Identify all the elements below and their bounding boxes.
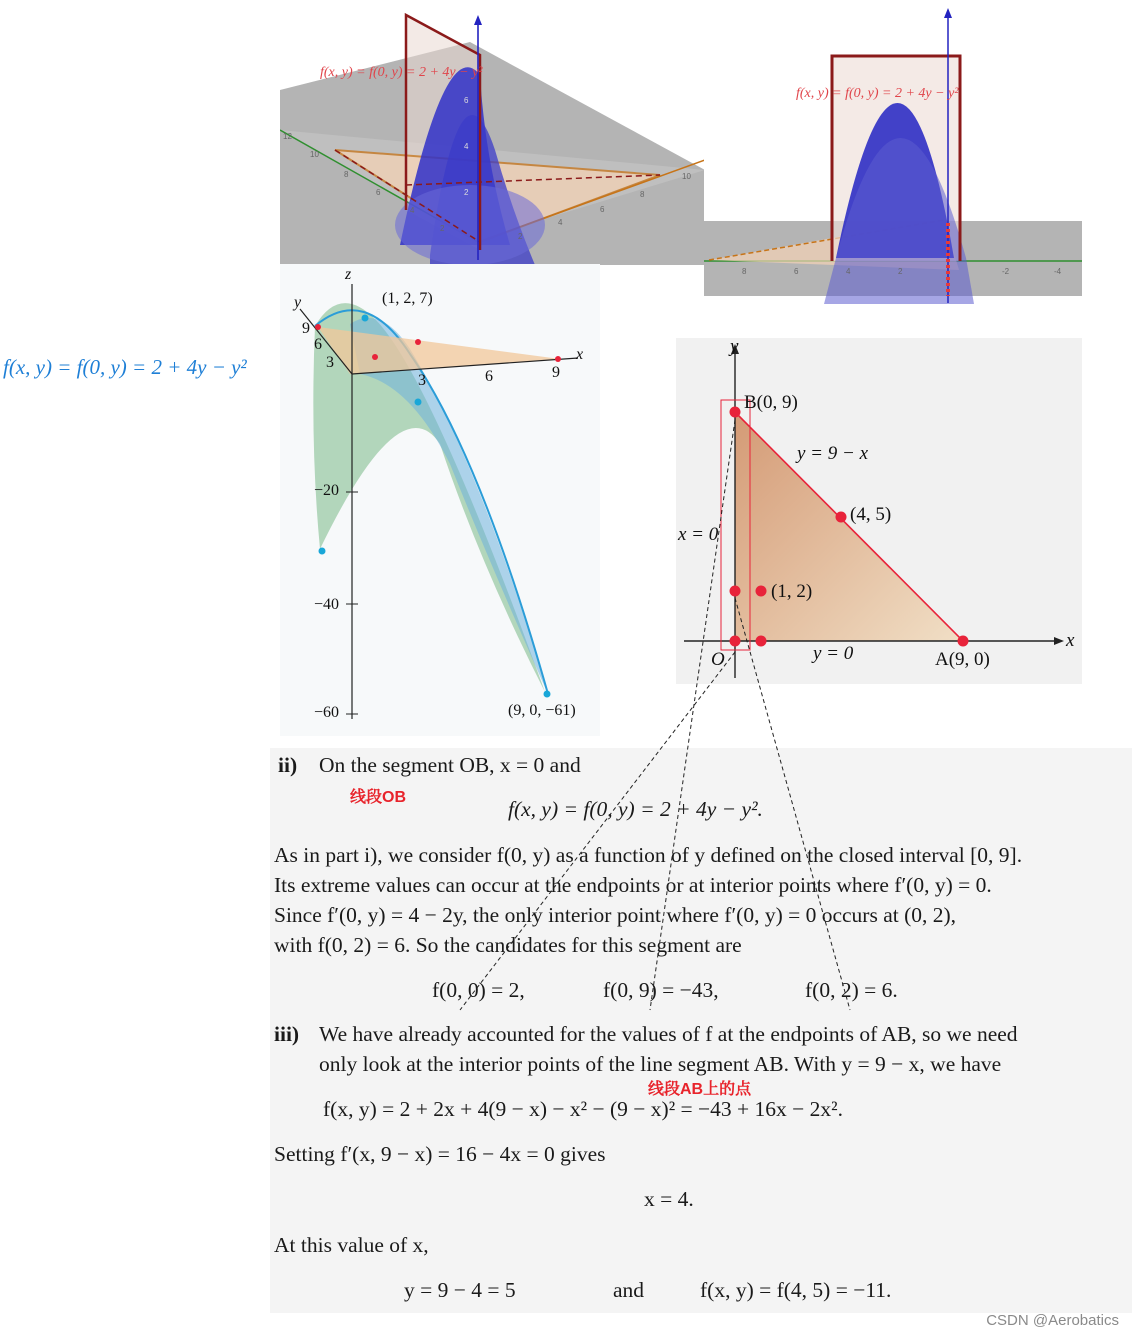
point-bottom-label: (9, 0, −61) xyxy=(508,702,576,719)
tick-z-2: 2 xyxy=(464,188,469,197)
tick-y-10: 10 xyxy=(310,150,319,159)
tick-neg4: -4 xyxy=(1054,267,1062,276)
axis-x-label: x xyxy=(1066,630,1075,651)
z-tick-label-40: −40 xyxy=(314,596,340,613)
tick-y-8: 8 xyxy=(344,170,349,179)
tick-z-4: 4 xyxy=(464,142,469,151)
note-segment-ob: 线段OB xyxy=(350,789,407,806)
x-equals-4: x = 4. xyxy=(644,1187,694,1211)
setting-line: Setting f′(x, 9 − x) = 16 − 4x = 0 gives xyxy=(274,1142,606,1166)
paragraph-line-3: Since f′(0, y) = 4 − 2y, the only interior point where f′(0, y) = 0 occurs at (0, 2), xyxy=(274,903,957,927)
paragraph-line-1: As in part i), we consider f(0, y) as a function of y defined on the closed interval [0, 9]. xyxy=(274,843,1023,867)
tick-8: 8 xyxy=(742,267,747,276)
z-tick-label-60: −60 xyxy=(314,704,340,721)
candidate-2: f(0, 9) = −43, xyxy=(603,978,719,1002)
point-o-label: O xyxy=(711,649,725,670)
tick-x-4: 4 xyxy=(558,218,563,227)
y-tick-3: 3 xyxy=(326,354,334,371)
tick-x-8: 8 xyxy=(640,190,645,199)
paragraph-line-2: Its extreme values can occur at the endpoints or at interior points where f′(0, y) = 0. xyxy=(274,873,992,897)
point-45-label: (4, 5) xyxy=(850,504,892,525)
part-ii-label: ii) xyxy=(278,753,298,777)
surface-side-label: f(x, y) = f(0, y) = 2 + 4y − y² xyxy=(3,355,247,379)
tick-x-2: 2 xyxy=(518,232,523,241)
axis-y-label: y xyxy=(294,294,302,311)
tick-y-6: 6 xyxy=(376,188,381,197)
tick-4: 4 xyxy=(846,267,851,276)
note-segment-ab: 线段AB上的点 xyxy=(648,1081,752,1098)
z-tick-label-20: −20 xyxy=(314,482,340,499)
candidate-1: f(0, 0) = 2, xyxy=(432,978,525,1002)
candidate-3: f(0, 2) = 6. xyxy=(805,978,898,1002)
tick-y-2: 2 xyxy=(440,224,445,233)
paragraph-line-4: with f(0, 2) = 6. So the candidates for this segment are xyxy=(274,933,742,957)
x-tick-9: 9 xyxy=(552,364,560,381)
axis-z-label: z xyxy=(345,266,352,283)
final-f: f(x, y) = f(4, 5) = −11. xyxy=(700,1278,892,1302)
equation-fy: f(x, y) = f(0, y) = 2 + 4y − y². xyxy=(508,797,763,821)
tick-z-6: 6 xyxy=(464,96,469,105)
part-iii-line-1: We have already accounted for the values of f at the endpoints of AB, so we need xyxy=(319,1022,1018,1046)
point-top-label: (1, 2, 7) xyxy=(382,290,433,307)
connector-02 xyxy=(735,598,850,1010)
hypotenuse-label: y = 9 − x xyxy=(797,443,869,464)
bottom-edge-label: y = 0 xyxy=(813,643,854,664)
y-tick-9: 9 xyxy=(302,320,310,337)
final-and: and xyxy=(613,1278,645,1302)
left-edge-label: x = 0 xyxy=(678,524,719,545)
tick-6: 6 xyxy=(794,267,799,276)
final-y: y = 9 − 4 = 5 xyxy=(404,1278,516,1302)
tick-neg2: -2 xyxy=(1002,267,1010,276)
axis-x-label: x xyxy=(576,346,584,363)
x-tick-3: 3 xyxy=(418,372,426,389)
tick-y-12: 12 xyxy=(283,132,292,141)
tick-2: 2 xyxy=(898,267,903,276)
tick-x-6: 6 xyxy=(600,205,605,214)
part-iii-label: iii) xyxy=(274,1022,300,1046)
tick-x-10: 10 xyxy=(682,172,691,181)
tick-y-4: 4 xyxy=(410,206,415,215)
geogebra-right-label: f(x, y) = f(0, y) = 2 + 4y − y² xyxy=(796,86,959,101)
point-b-label: B(0, 9) xyxy=(744,392,798,413)
equation-fx: f(x, y) = 2 + 2x + 4(9 − x) − x² − (9 − x)² = −43 + 16x − 2x². xyxy=(323,1097,843,1121)
point-12-label: (1, 2) xyxy=(771,581,813,602)
watermark: CSDN @Aerobatics xyxy=(986,1312,1119,1329)
at-this-value: At this value of x, xyxy=(274,1233,429,1257)
point-a-label: A(9, 0) xyxy=(935,649,990,670)
connector-b xyxy=(650,420,735,1010)
part-ii-intro: On the segment OB, x = 0 and xyxy=(319,753,581,777)
y-tick-6: 6 xyxy=(314,336,322,353)
part-iii-line-2: only look at the interior points of the line segment AB. With y = 9 − x, we have xyxy=(319,1052,1002,1076)
x-tick-6: 6 xyxy=(485,368,493,385)
geogebra-left-label: f(x, y) = f(0, y) = 2 + 4y − y² xyxy=(320,65,483,80)
axis-y-label: y xyxy=(730,338,739,357)
